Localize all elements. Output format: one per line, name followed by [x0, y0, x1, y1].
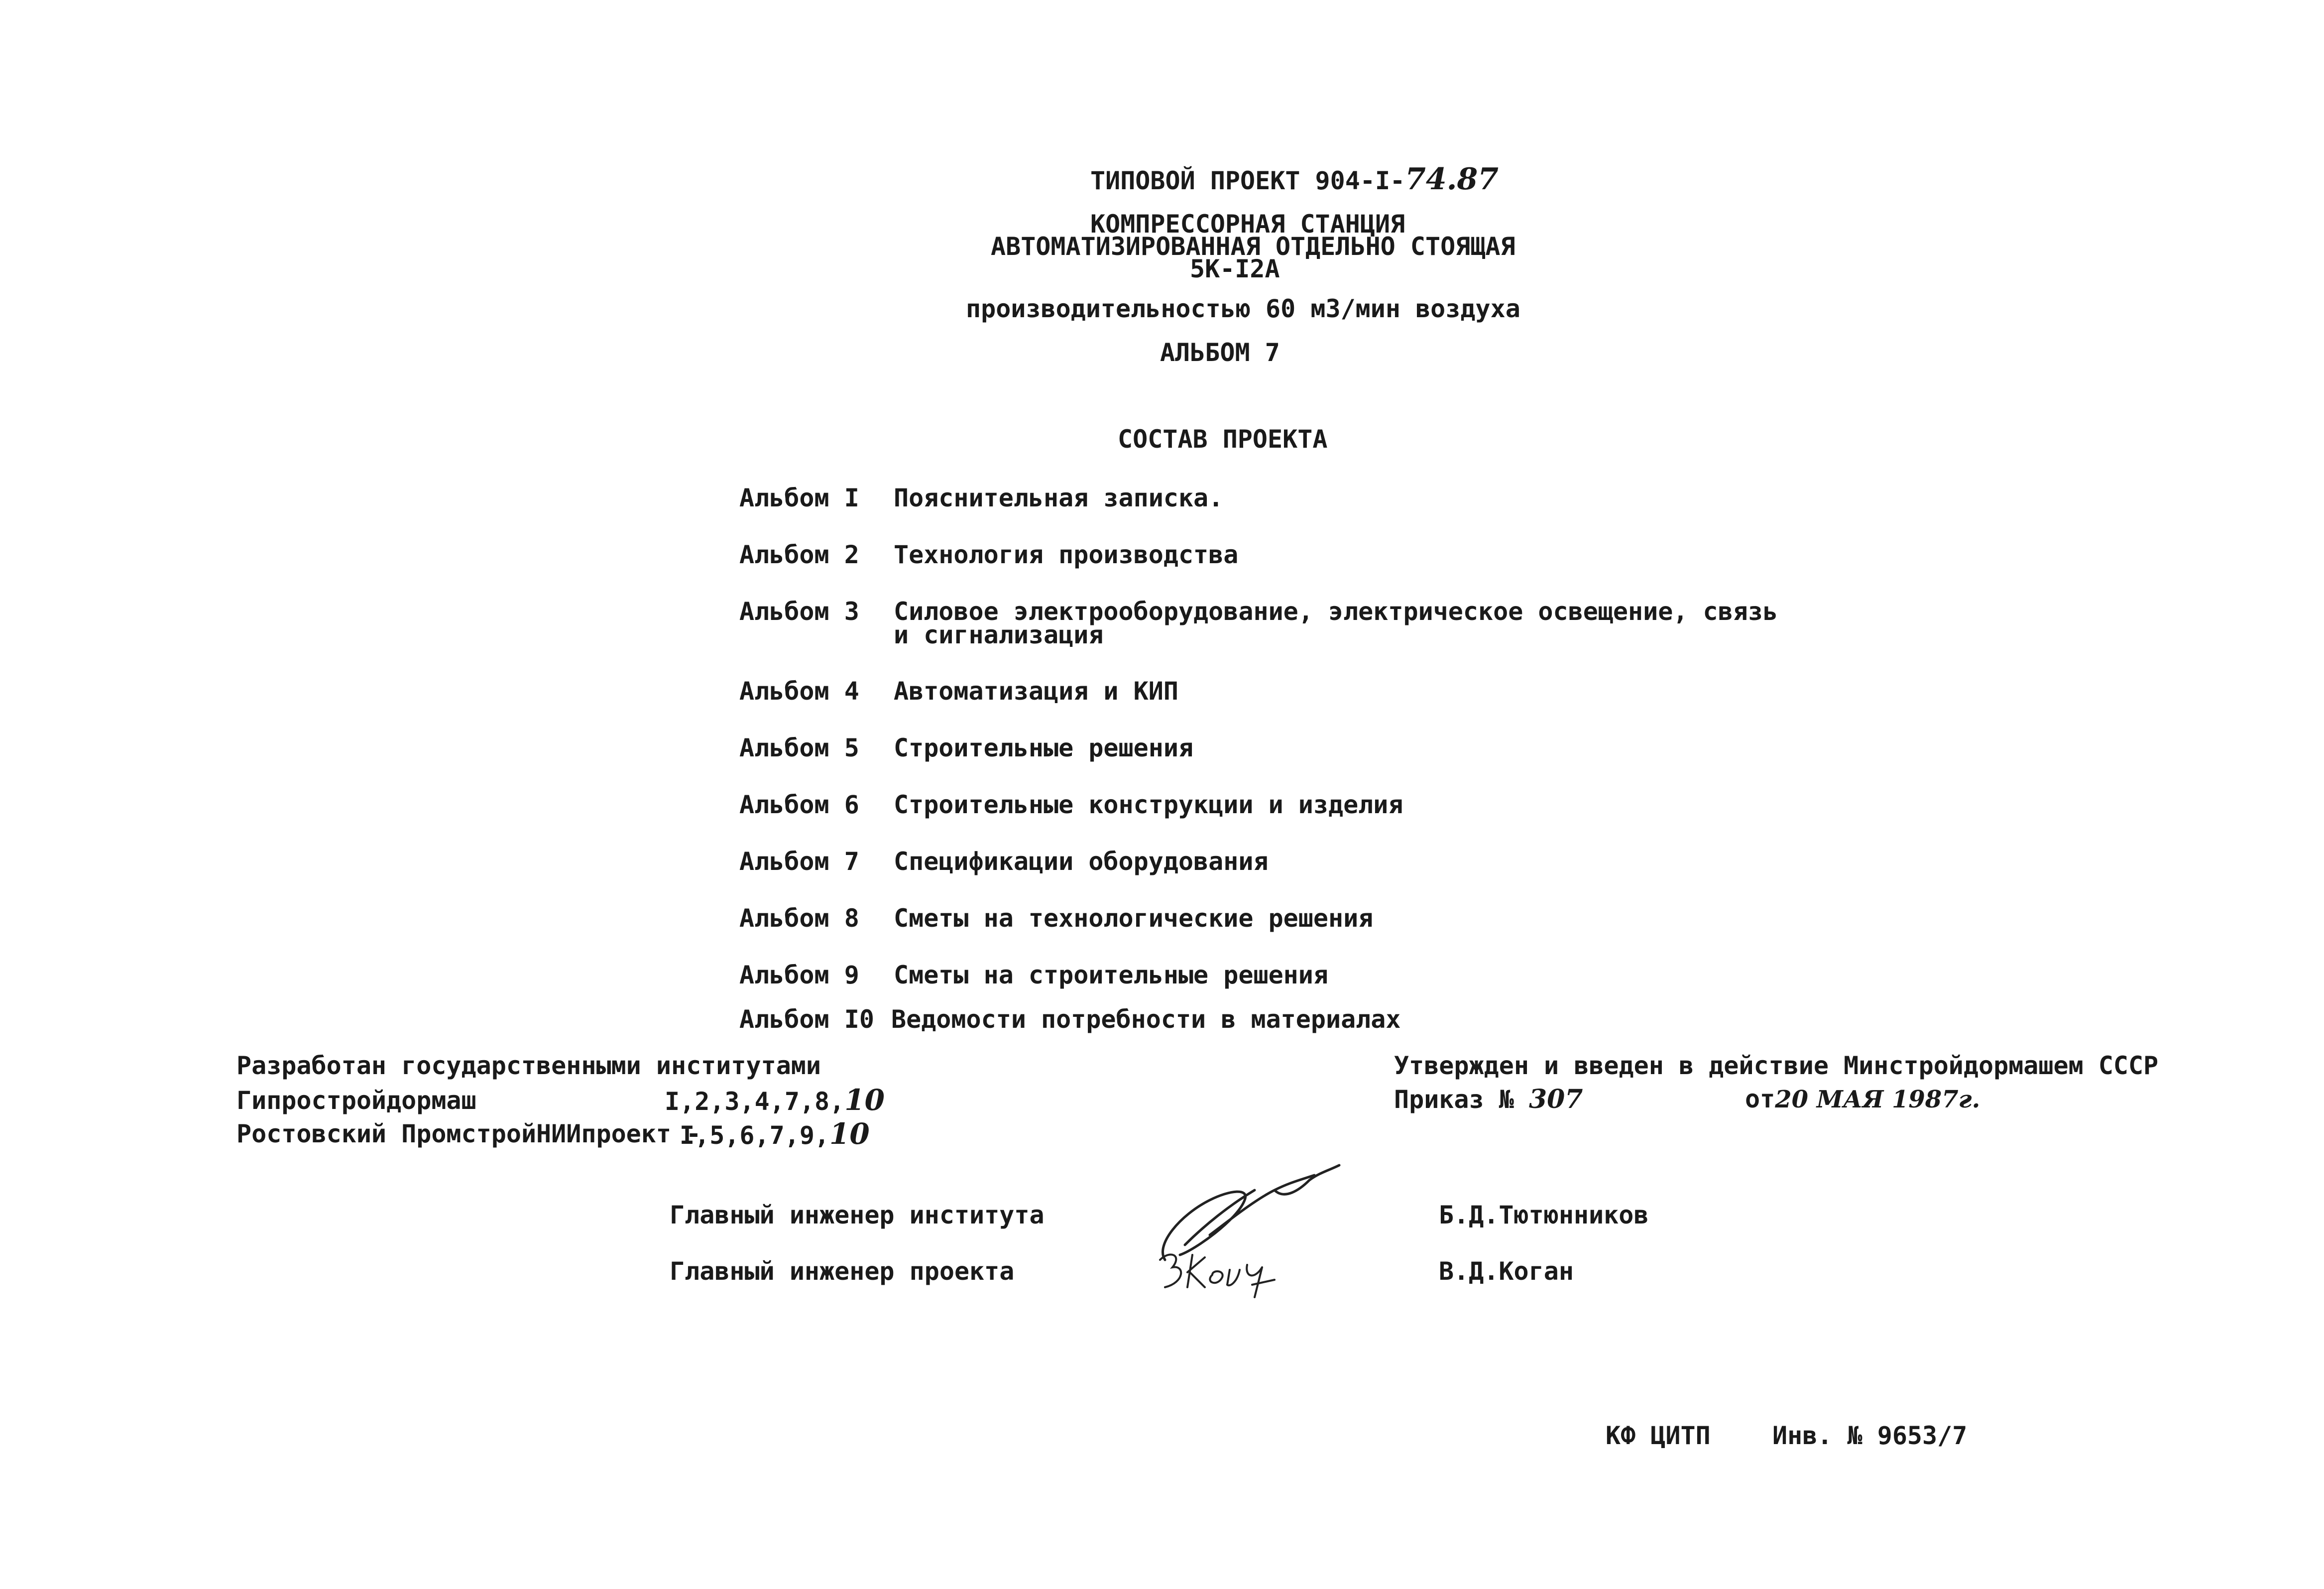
album-label: Альбом 2: [739, 540, 859, 569]
institute-2-name: Ростовский ПромстройНИИпроект -: [236, 1119, 701, 1148]
chief-project-title: Главный инженер проекта: [670, 1257, 1015, 1286]
album-title: Строительные конструкции и изделия: [894, 790, 1403, 819]
chief-institute-name: Б.Д.Тютюнников: [1439, 1201, 1649, 1229]
album-title: Пояснительная записка.: [894, 484, 1224, 512]
composition-heading: СОСТАВ ПРОЕКТА: [1118, 425, 1328, 454]
project-prefix: ТИПОВОЙ ПРОЕКТ 904-I-: [1090, 166, 1405, 195]
approval-text: Утвержден и введен в действие Минстройдормашем СССР: [1394, 1051, 2159, 1080]
album-label: Альбом 6: [739, 790, 859, 819]
institute-2-albums: I,5,6,7,9,10: [680, 1117, 870, 1151]
album-title-continued: и сигнализация: [894, 620, 1104, 649]
capacity-line: производительностью 60 м3/мин воздуха: [966, 294, 1520, 323]
title-line-3: 5К-I2А: [1190, 254, 1280, 283]
album-title: Силовое электрооборудование, электрическое освещение, связь: [894, 597, 1778, 626]
album-title: Сметы на строительные решения: [894, 961, 1328, 989]
album-label: Альбом I: [739, 484, 859, 512]
developers-heading: Разработан государственными институтами: [236, 1051, 821, 1080]
album-label: Альбом 4: [739, 677, 859, 706]
project-handwritten-number: 74.87: [1405, 162, 1499, 197]
album-label: Альбом 7: [739, 847, 859, 876]
institute-1-name: Гипростройдормаш: [236, 1086, 476, 1115]
date-label: от: [1745, 1085, 1775, 1113]
project-number: [1090, 162, 1499, 197]
title-line-2: АВТОМАТИЗИРОВАННАЯ ОТДЕЛЬНО СТОЯЩАЯ: [991, 232, 1515, 261]
order-label: Приказ №: [1394, 1085, 1514, 1114]
chief-project-name: В.Д.Коган: [1439, 1257, 1574, 1286]
order-line: [1394, 1084, 1583, 1114]
order-date: [1745, 1087, 1980, 1111]
album-number: АЛЬБОМ 7: [1160, 338, 1280, 367]
footer-org: КФ ЦИТП: [1606, 1421, 1711, 1450]
album-label: Альбом 8: [739, 904, 859, 933]
album-title: Технология производства: [894, 540, 1239, 569]
album-title: Строительные решения: [894, 733, 1194, 762]
footer-inventory: Инв. № 9653/7: [1772, 1421, 1968, 1450]
album-title: Ведомости потребности в материалах: [891, 1005, 1401, 1034]
signature-chief-project: [1155, 1240, 1284, 1300]
album-title: Спецификации оборудования: [894, 847, 1269, 876]
chief-institute-title: Главный инженер института: [670, 1201, 1045, 1229]
album-label: Альбом 9: [739, 961, 859, 989]
album-title: Сметы на технологические решения: [894, 904, 1374, 933]
date-value: 20 МАЯ 1987г.: [1775, 1086, 1980, 1113]
album-title: Автоматизация и КИП: [894, 677, 1178, 706]
order-number: 307: [1528, 1084, 1583, 1114]
album-label: Альбом 3: [739, 597, 859, 626]
handwritten-album-number: 10: [829, 1117, 870, 1151]
title-line-1: КОМПРЕССОРНАЯ СТАНЦИЯ: [1090, 210, 1405, 239]
institute-1-albums: I,2,3,4,7,8,10: [665, 1083, 885, 1117]
album-label: Альбом 5: [739, 733, 859, 762]
album-label: Альбом I0: [739, 1005, 874, 1034]
handwritten-album-number: 10: [844, 1083, 885, 1117]
